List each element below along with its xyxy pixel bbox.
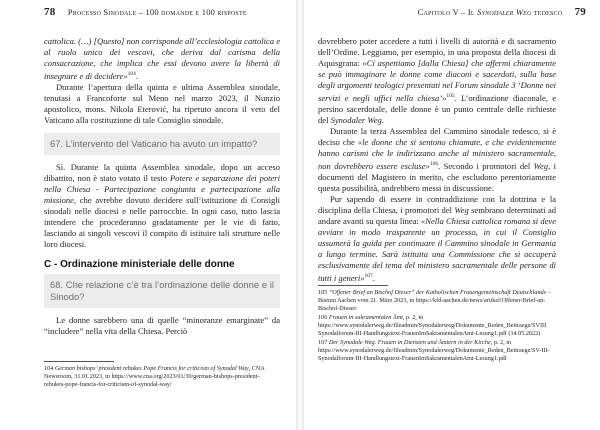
footnote: 107 Der Synodale Weg. Frauen in Diensten und Ämtern in der Kirche, p. 2, in https://www.synodalerweg.de/fileadmin/Synodalerweg/Dokumente_Reden_Beitraege/SV-III-Synodalforum-III-Handlungstext-FrauenImSakramentalenAmt-Lesung1.pdf (318, 339, 550, 362)
paragraph: Sì. Durante la quinta Assemblea sinodale, dopo un acceso dibattito, non è stato votato il testo Potere e separazione dei poteri nella Chiesa - Partecipazione congiunta e partecipazione alla missione, che avrebbe dovuto decidere sull’istituzione di Consigli sinodali nelle diocesi e nelle parrocchie. In ogni caso, tutto lascia intendere che procederanno gradatamente per le vie di fatto, lasciando ai singoli vescovi il compito di istituire tali strutture nelle loro diocesi. (44, 161, 280, 249)
document-title: Potere e separazione dei poteri nella Chiesa - Partecipazione congiunta e partecipazione alla missione (44, 172, 280, 205)
footnote: 105 “Offener Brief an Bischof Dieser” der Katholischen Frauengemeinschaft Deutschlands – Bistum Aachen vom 21. März 2023, in https://kfd-aachen.de/news/artikel/Offener-Brief-an-Bischof-Dieser/ (318, 289, 551, 312)
right-running-header (418, 6, 586, 18)
paragraph: Le donne sarebbero una di quelle “minoranze emarginate” da “includere” nella vita della Chiesa. Perciò (44, 314, 280, 336)
right-footnotes (318, 285, 556, 364)
left-page (0, 0, 296, 430)
footnote-ref: 105 (446, 93, 455, 99)
page-number: 78 (44, 6, 56, 18)
right-page (304, 0, 600, 430)
footnote-rule (318, 285, 388, 286)
paragraph: cattolica. (…) [Questo] non corrisponde all’ecclesiologia cattolica e al ruolo unico dei vescovi, che deriva dal carisma della consacrazione, che implica che essi devono avere la libertà di insegnare e di decidere»$^{104}$. (44, 36, 280, 81)
paragraph: Durante la terza Assemblea del Cammino sinodale tedesco, si è deciso che «le donne che si sentono chiamate, e che evidentemente hanno carismi che le indirizzano anche al ministero sacramentale, non dovrebbero essere escluse»$^{106}$. Secondo i promotori del Weg, i documenti del Magistero in merito, che escludono perentoriamente questa possibilità, andrebbero messi in discussione. (318, 125, 556, 193)
question-67-heading: 67. L’intervento del Vaticano ha avuto un impatto? (44, 133, 280, 155)
quote-text: «Ci aspettiamo [dalla Chiesa] che affermi chiaramente se può immaginare le donne come diaconi e sacerdoti, sulla base degli argomenti teologici presentati nel Forum sinodale 3 ‘Donne nei servizi e negli uffici nella chiesa’» (318, 58, 556, 103)
footnote-ref: 104 (127, 71, 136, 77)
page-number: 79 (574, 6, 586, 18)
footnote: 104 German bishops’ president rebukes Pope Francis for criticism of Synodal Way, CNA Newsroom, 31.01.2023, in https://www.cna.org/2023/01/30/german-bishops-president-rebukes-pope-francis-for-criticism-of-synodal-way/ (44, 365, 265, 388)
paragraph: dovrebbero poter accedere a tutti i livelli di autorità e di sacramento dell’Ordine. Leggiamo, per esempio, in una proposta della diocesi di Aquisgrana: «Ci aspettiamo [dalla Chiesa] che affermi chiaramente se può immaginare le donne come diaconi e sacerdoti, sulla base degli argomenti teologici presentati nel Forum sinodale 3 ‘Donne nei servizi e negli uffici nella chiesa’»$^{105}$. L’ordinazione diaconale, e persino sacerdotale, delle donne è un punto centrale delle richieste del Synodaler Weg. (318, 36, 556, 125)
footnote-ref: 106 (429, 160, 439, 167)
footnote: 106 Frauen in sakramentalen Ämt, p. 2, in https://www.synodalerweg.de/fileadmin/Synodalerweg/Dokumente_Reden_Beitraege/SVIII Synodalforum-III-Handlungstext-FrauenImSakramentalenAmt-Lesung1.pdf (14.05.2022) (318, 314, 547, 337)
left-footnotes (44, 361, 280, 390)
footnote-ref: 107 (364, 272, 373, 279)
paragraph: Pur sapendo di essere in contraddizione con la dottrina e la disciplina della Chiesa, i promotori del Weg sembrano determinati ad andare avanti su questa linea: «Nella Chiesa cattolica romana si deve avviare in modo trasparente un processo, in cui il Consiglio assumerà la guida per continuare il Cammino sinodale in Germania a lungo termine. Sarà istituita una Commissione che si occuperà esclusivamente del tema del ministero sacramentale delle persone di tutti i generi»$^{107}$. (318, 193, 557, 283)
paragraph: Durante l’apertura della quinta e ultima Assemblea sinodale, tenutasi a Francoforte sul Meno nel marzo 2023, il Nunzio apostolico, mons. Nikola Eterović, ha ripetuto ancora il veto del Vaticano alla costituzione di tale Consiglio sinodale. (44, 81, 280, 125)
quote-text: cattolica. (…) [Questo] non corrisponde all’ecclesiologia cattolica e al ruolo unico dei vescovi, che deriva dal carisma della consacrazione, che implica che essi devono avere la libertà di insegnare e di decidere» (44, 36, 280, 81)
left-running-header (44, 6, 247, 18)
book-gutter (296, 0, 304, 430)
section-c-heading: C - Ordinazione ministeriale delle donne (44, 258, 235, 270)
quote-text: «le donne che si sentono chiamate, e che evidentemente hanno carismi che le indirizzano anche al ministero sacramentale, non dovrebbero essere escluse» (318, 136, 556, 171)
footnote-rule (44, 361, 114, 362)
quote-text: «Nella Chiesa cattolica romana si deve avviare in modo trasparente un processo, in cui il Consiglio assumerà la guida per continuare il Cammino sinodale in Germania a lungo termine. Sarà istituita una Commissione che si occuperà esclusivamente del tema del ministero sacramentale delle persone di tutti i generi» (318, 215, 556, 283)
question-68-heading: 68. Che relazione c’è tra l’ordinazione delle donne e il Sinodo? (44, 274, 280, 308)
left-body (44, 36, 280, 337)
running-head: Capitolo V – Il Synodaler Weg tedesco (417, 7, 563, 17)
right-body (318, 36, 556, 284)
running-head: Processo Sinodale – 100 domande e 100 risposte (67, 7, 247, 17)
